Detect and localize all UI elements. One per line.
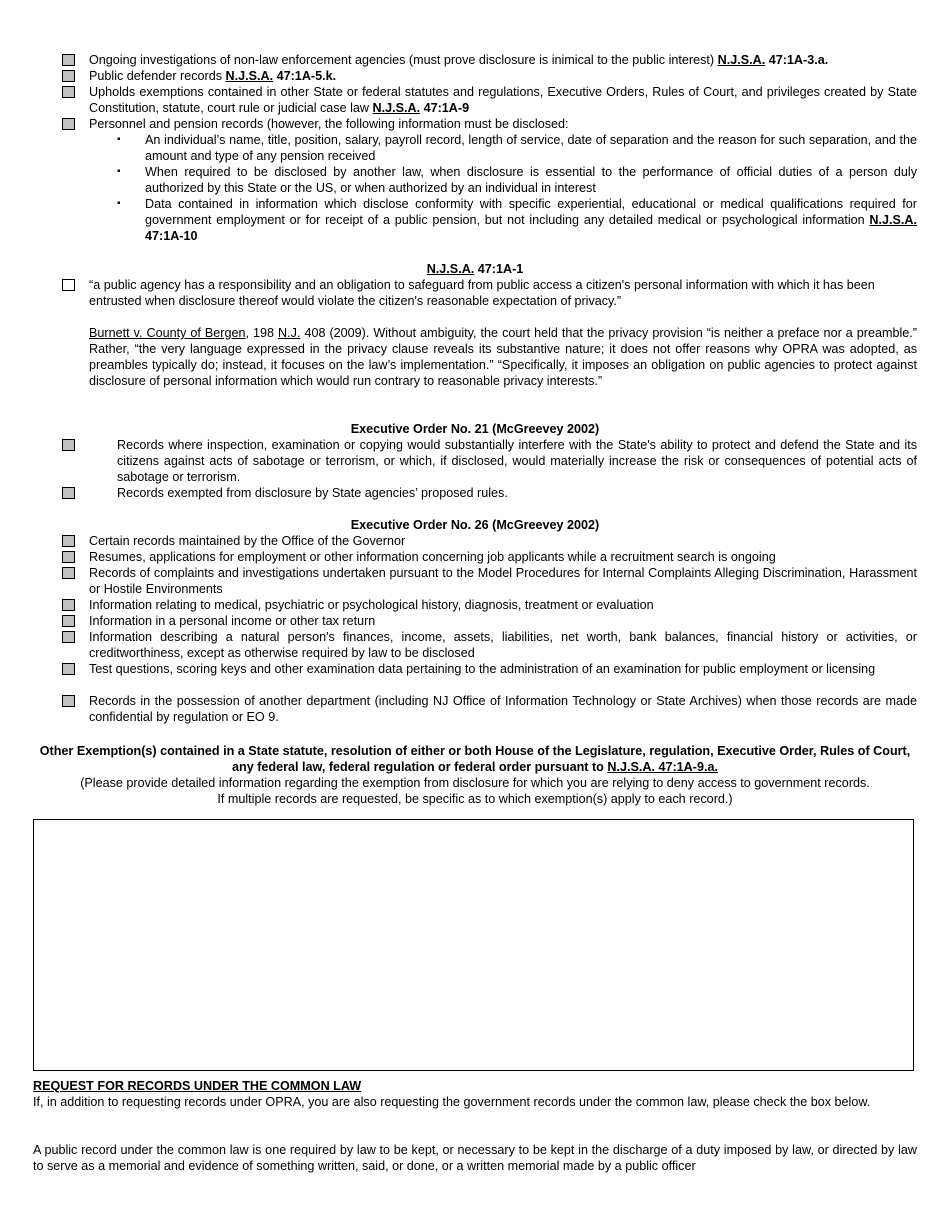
- exemption-text: Upholds exemptions contained in other State or federal statutes and regulations, Executive Orders, Rules of Court, and privileges created by State Constitution, statute, court rule or judicial case law: [89, 85, 917, 115]
- personnel-bullet-2: [145, 164, 917, 196]
- common-law-paragraph-2: A public record under the common law is one required by law to be kept, or necessary to be kept in the discharge of a duty imposed by law, or directed by law to serve as a memorial and evidence of something written, said, or done, or a written memorial made by a public officer: [33, 1143, 917, 1173]
- eo26-heading: Executive Order No. 26 (McGreevey 2002): [350, 518, 600, 532]
- privacy-quote: “a public agency has a responsibility and an obligation to safeguard from public access a citizen's personal information with which it has been entrusted when disclosure thereof would violate the citizen's reasonable expectation of privacy.”: [89, 278, 875, 308]
- eo26-item-test-questions: Test questions, scoring keys and other examination data pertaining to the administration of an examination for public employment or licensing: [89, 662, 876, 676]
- other-exemptions-heading: [34, 743, 916, 775]
- bullet-text: When required to be disclosed by another law, when disclosure is essential to the performance of official duties of a person duly authorized by this State or the US, or when authorized by an individual in interest: [145, 165, 917, 195]
- citation-section: 47:1A-9: [420, 101, 470, 115]
- eo26-item-medical: Information relating to medical, psychiatric or psychological history, diagnosis, treatment or evaluation: [89, 598, 654, 612]
- checkbox-ongoing-investigations[interactable]: [62, 54, 75, 66]
- checkbox-eo26-complaints[interactable]: [62, 567, 75, 579]
- checkbox-upholds-exemptions[interactable]: [62, 86, 75, 98]
- case-name: Burnett v. County of Bergen: [89, 326, 246, 340]
- checkbox-eo26-medical[interactable]: [62, 599, 75, 611]
- citation-section: 47:1A-1: [474, 262, 524, 276]
- case-volume: , 198: [245, 326, 279, 340]
- checkbox-eo26-other-department[interactable]: [62, 695, 75, 707]
- case-text: 408 (2009). Without ambiguity, the court held that the privacy provision “is neither a preface nor a preamble.” Rather, “the very language expressed in the privacy clause reveals its substantive nature; it does not offer reasons why OPRA was adopted, as preambles typically do; instead, it focuses on the law’s implementation.” “Specifically, it imposes an obligation on public agencies to protect against disclosure of personal information which would run contrary to reasonable privacy interests.”: [89, 326, 917, 388]
- bullet-text: An individual’s name, title, position, salary, payroll record, length of service, date of separation and the reason for such separation, and the amount and type of any pension received: [145, 133, 917, 163]
- eo26-item-finances: Information describing a natural person's finances, income, assets, liabilities, net worth, bank balances, financial history or activities, or creditworthiness, except as otherwise required by law to be disclosed: [89, 630, 917, 660]
- checkbox-eo21-sabotage[interactable]: [62, 439, 75, 451]
- bullet-mark: ▪: [117, 134, 121, 145]
- citation: N.J.S.A.: [869, 213, 917, 227]
- bullet-mark: ▪: [117, 198, 121, 209]
- other-exemptions-textbox[interactable]: [33, 819, 914, 1071]
- exemption-public-defender: [89, 68, 917, 84]
- checkbox-eo21-proposed-rules[interactable]: [62, 487, 75, 499]
- exemption-text: Ongoing investigations of non-law enforcement agencies (must prove disclosure is inimical to the public interest): [89, 53, 718, 67]
- other-exemptions-note-line1: (Please provide detailed information regarding the exemption from disclosure for which you are relying to deny access to government records.: [80, 776, 870, 790]
- eo21-item-proposed-rules: Records exempted from disclosure by State agencies’ proposed rules.: [117, 486, 508, 500]
- eo21-heading: Executive Order No. 21 (McGreevey 2002): [350, 422, 600, 436]
- citation: N.J.S.A.: [372, 101, 421, 115]
- other-exemptions-note-line2: If multiple records are requested, be specific as to which exemption(s) apply to each record.): [217, 792, 733, 806]
- other-heading-text: Other Exemption(s) contained in a State statute, resolution of either or both House of the Legislature, regulation, Executive Order, Rules of Court, any federal law, federal regulation or federal order pursuant to: [39, 744, 911, 774]
- checkbox-eo26-resumes[interactable]: [62, 551, 75, 563]
- eo26-item-other-department: Records in the possession of another department (including NJ Office of Information Technology or State Archives) when those records are made confidential by regulation or EO 9.: [89, 694, 917, 724]
- personnel-bullet-3: [145, 196, 917, 244]
- checkbox-personnel-pension[interactable]: [62, 118, 75, 130]
- exemption-ongoing-investigations: [89, 52, 917, 68]
- burnett-case-paragraph: [89, 325, 917, 389]
- common-law-paragraph-1: If, in addition to requesting records under OPRA, you are also requesting the government records under the common law, please check the box below.: [33, 1095, 871, 1109]
- personnel-bullet-1: [145, 132, 917, 164]
- bullet-text: Data contained in information which disclose conformity with specific experiential, educational or medical qualifications required for government employment or for receipt of a public pension, but not including any detailed medical or psychological information: [145, 197, 917, 227]
- checkbox-privacy[interactable]: [62, 279, 75, 291]
- exemption-personnel-pension: [89, 116, 917, 132]
- citation-section: 47:1A-10: [145, 229, 198, 243]
- citation: N.J.S.A.: [717, 53, 766, 67]
- citation: N.J.S.A.: [426, 262, 475, 276]
- checkbox-eo26-governor[interactable]: [62, 535, 75, 547]
- eo21-item-sabotage: Records where inspection, examination or copying would substantially interfere with the State's ability to protect and defend the State and its citizens against acts of sabotage or terrorism, or which, if disclosed, would materially increase the risk or consequences of potential acts of sabotage or terrorism.: [117, 438, 917, 484]
- njsa-heading: [34, 261, 916, 277]
- case-reporter: N.J.: [278, 326, 301, 340]
- citation-section: 47:1A-3.a.: [765, 53, 829, 67]
- exemption-text: Personnel and pension records (however, the following information must be disclosed:: [89, 117, 569, 131]
- exemption-upholds-exemptions: [89, 84, 917, 116]
- citation: N.J.S.A.: [225, 69, 274, 83]
- checkbox-eo26-tax-return[interactable]: [62, 615, 75, 627]
- bullet-mark: ▪: [117, 166, 121, 177]
- checkbox-public-defender[interactable]: [62, 70, 75, 82]
- eo26-item-governor: Certain records maintained by the Office of the Governor: [89, 534, 406, 548]
- eo26-item-tax-return: Information in a personal income or other tax return: [89, 614, 376, 628]
- checkbox-eo26-finances[interactable]: [62, 631, 75, 643]
- eo26-item-resumes: Resumes, applications for employment or other information concerning job applicants while a recruitment search is ongoing: [89, 550, 776, 564]
- citation: N.J.S.A. 47:1A-9.a.: [607, 760, 718, 774]
- common-law-heading: REQUEST FOR RECORDS UNDER THE COMMON LAW: [33, 1079, 362, 1093]
- eo26-item-complaints: Records of complaints and investigations undertaken pursuant to the Model Procedures for Internal Complaints Alleging Discrimination, Harassment or Hostile Environments: [89, 566, 917, 596]
- citation-section: 47:1A-5.k.: [273, 69, 337, 83]
- exemption-text: Public defender records: [89, 69, 226, 83]
- checkbox-eo26-test-questions[interactable]: [62, 663, 75, 675]
